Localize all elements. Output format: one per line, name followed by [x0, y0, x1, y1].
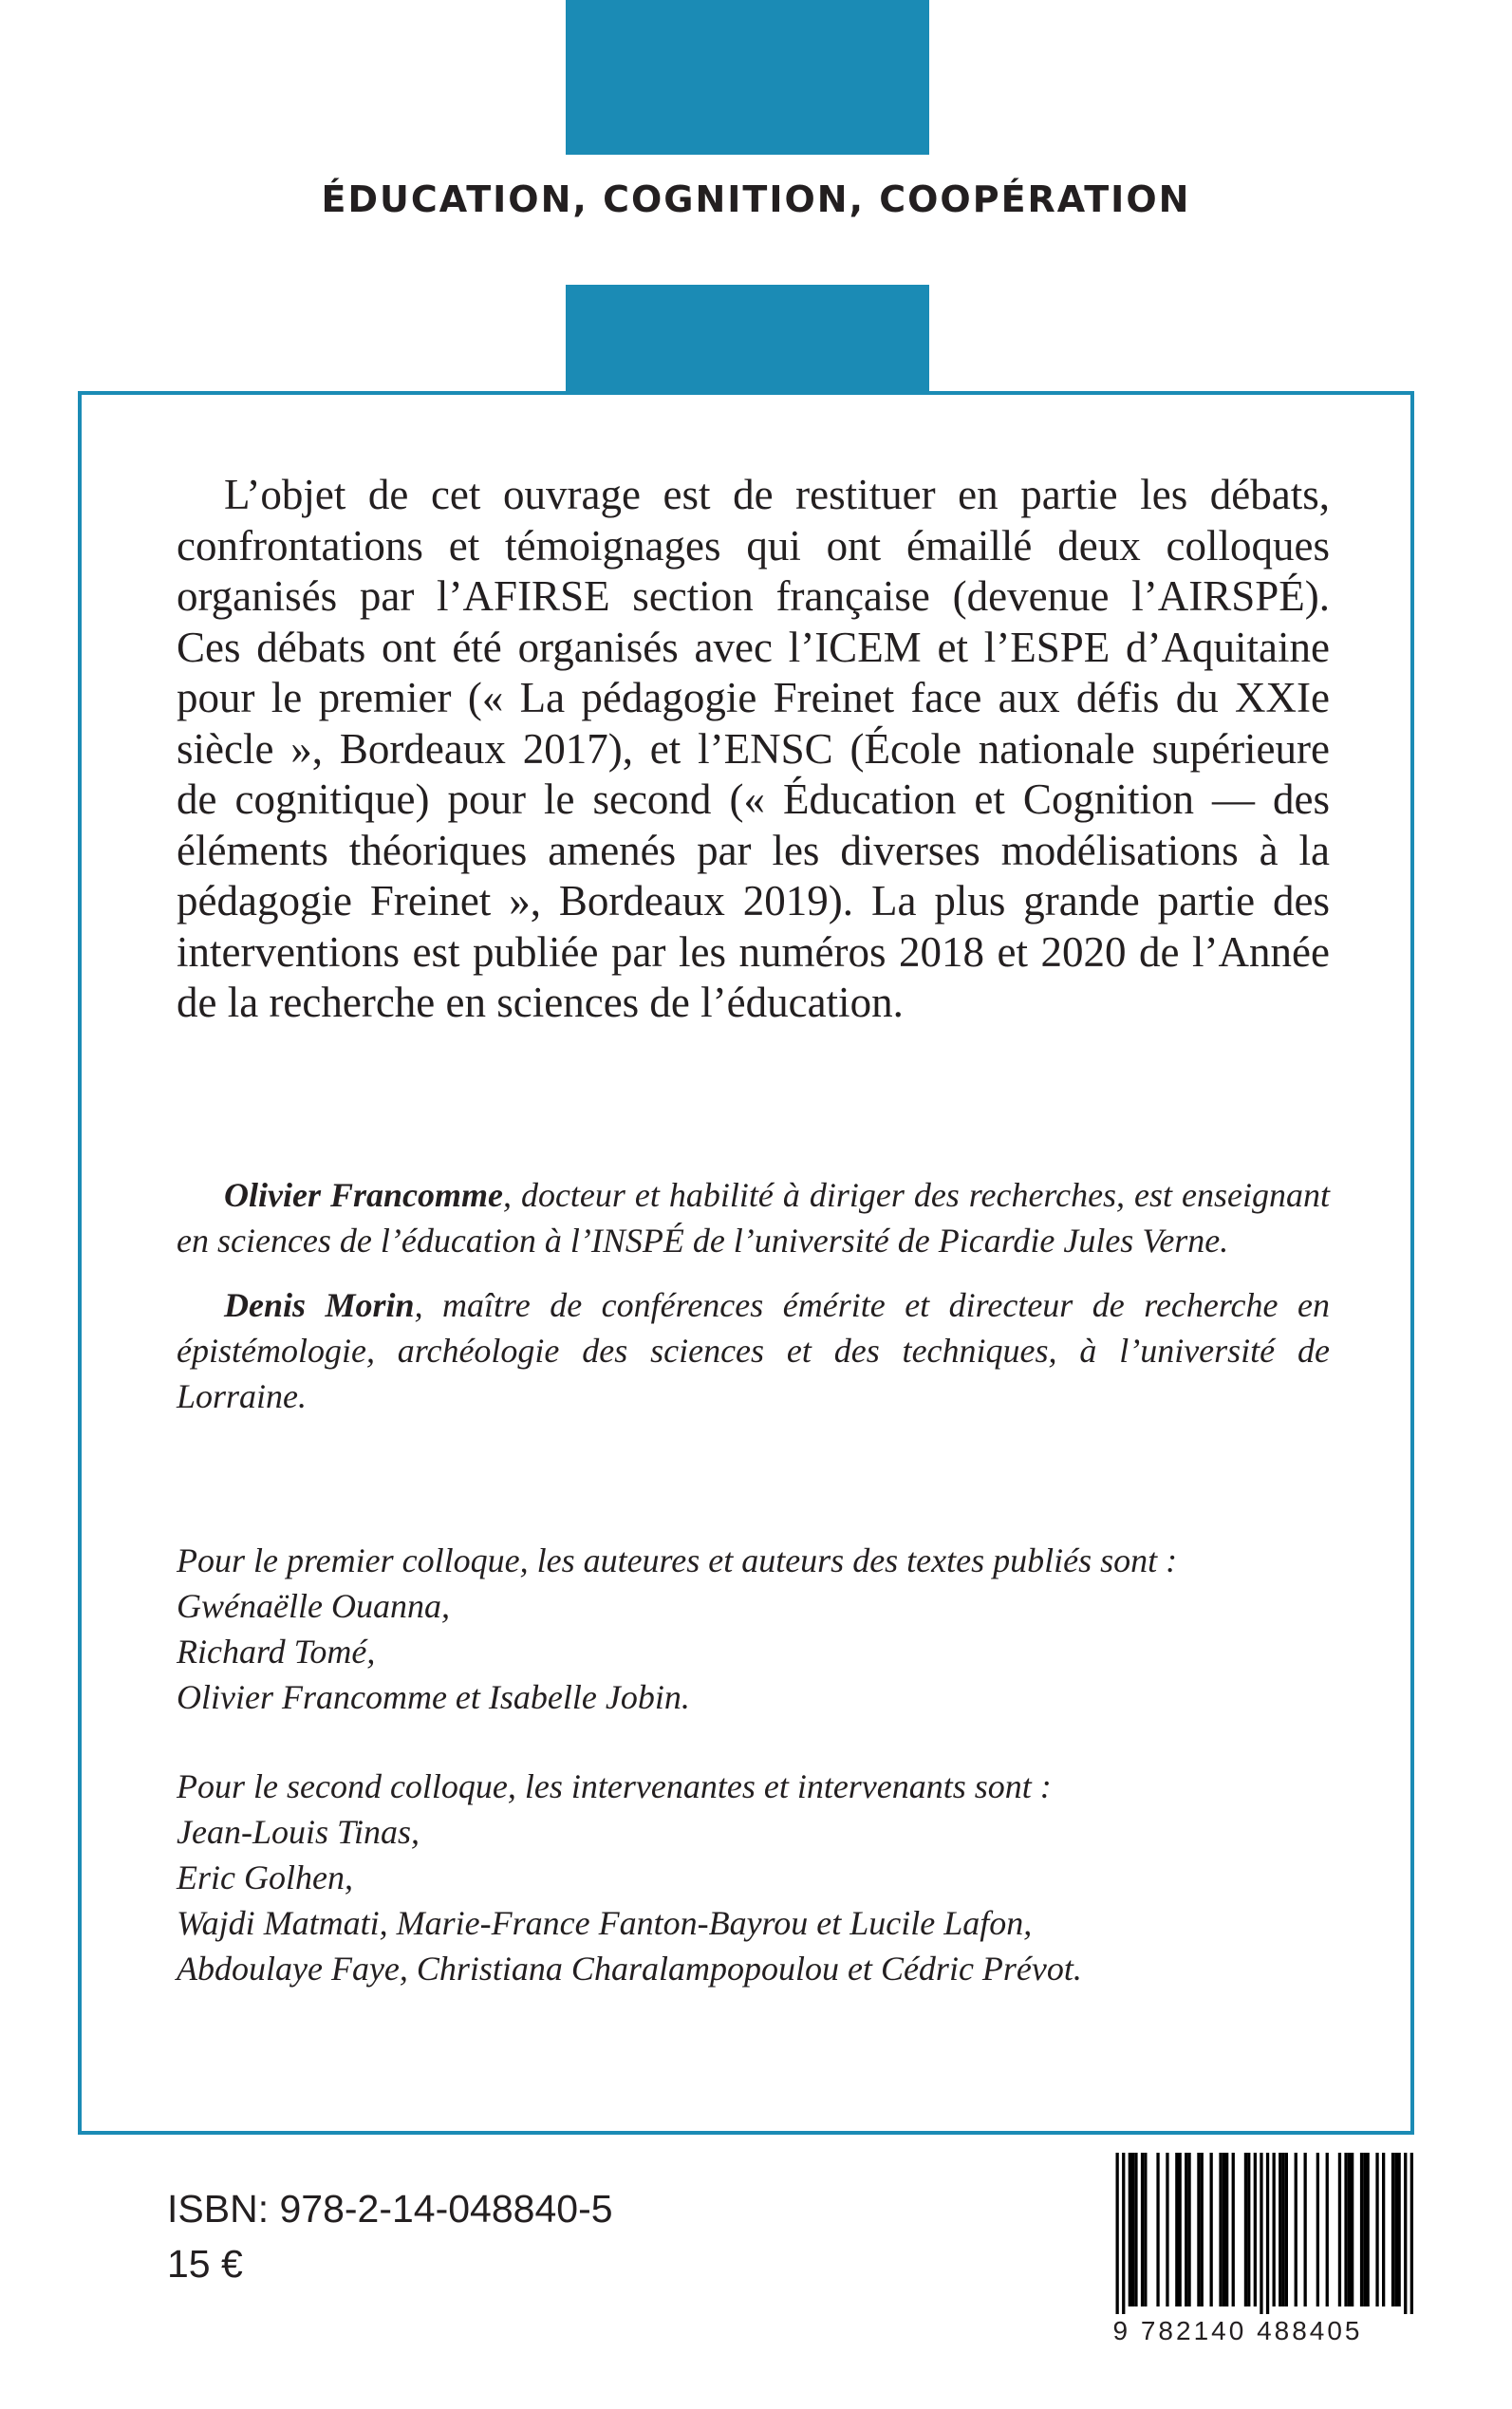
series-title: ÉDUCATION, COGNITION, COOPÉRATION: [321, 178, 1191, 220]
top-color-tab: [566, 0, 929, 155]
barcode-bar: [1131, 2153, 1134, 2306]
colloque1-contributors: [177, 1538, 1330, 1720]
barcode-bar: [1260, 2153, 1262, 2314]
barcode-bar: [1394, 2153, 1397, 2306]
barcode-bar: [1279, 2153, 1281, 2306]
barcode-bar: [1344, 2153, 1347, 2306]
barcode-bar: [1179, 2153, 1182, 2306]
barcode-bar: [1201, 2153, 1204, 2306]
barcode-bar: [1197, 2153, 1200, 2306]
barcode-bar: [1122, 2153, 1125, 2314]
barcode-bar: [1134, 2153, 1137, 2306]
barcode-bar: [1185, 2153, 1187, 2306]
barcode-bar: [1244, 2153, 1247, 2306]
contributor-line: Jean-Louis Tinas,: [177, 1813, 420, 1851]
barcode-bar: [1144, 2153, 1147, 2306]
barcode-bar: [1316, 2153, 1319, 2306]
author-bio-francomme: [177, 1172, 1330, 1263]
author-bio-morin: [177, 1282, 1330, 1419]
author-bio-text: , docteur et habilité à diriger des recherches, est enseignant en sciences de l’éducation à l’INSPÉ de l’université de Picardie Jules Verne.: [177, 1176, 1330, 1260]
barcode-bar: [1219, 2153, 1222, 2306]
contributor-line: Richard Tomé,: [177, 1633, 376, 1671]
barcode-bar: [1175, 2153, 1178, 2306]
author-name: Denis Morin: [224, 1286, 415, 1324]
barcode-bar: [1210, 2153, 1213, 2306]
colloque1-intro: Pour le premier colloque, les auteures et auteurs des textes publiés sont :: [177, 1541, 1178, 1579]
author-bios: [177, 1172, 1330, 1438]
barcode-bar: [1273, 2153, 1276, 2306]
barcode-bar: [1129, 2153, 1131, 2306]
barcode-bar: [1338, 2153, 1341, 2306]
barcode-bar: [1281, 2153, 1284, 2306]
barcode-bar: [1398, 2153, 1401, 2306]
contributor-line: Olivier Francomme et Isabelle Jobin.: [177, 1678, 690, 1716]
barcode-bar: [1410, 2153, 1413, 2314]
contributor-line: Eric Golhen,: [177, 1858, 353, 1896]
barcode-bar: [1351, 2153, 1353, 2306]
barcode-bar: [1367, 2153, 1370, 2306]
mid-color-tab: [566, 285, 929, 392]
barcode-bar: [1166, 2153, 1168, 2306]
author-bio-text: , maître de conférences émérite et directeur de recherche en épistémologie, archéologie des sciences et des techniques, à l’université de Lorraine.: [177, 1286, 1330, 1415]
barcode-bar: [1254, 2153, 1257, 2306]
contributor-line: Gwénaëlle Ouanna,: [177, 1587, 450, 1625]
barcode-bar: [1295, 2153, 1297, 2306]
colloque2-intro: Pour le second colloque, les intervenantes et intervenants sont :: [177, 1767, 1052, 1805]
isbn-text: ISBN: 978-2-14-048840-5: [167, 2187, 613, 2231]
barcode-bar: [1141, 2153, 1144, 2306]
barcode-bar: [1187, 2153, 1190, 2306]
barcode-bar: [1391, 2153, 1394, 2306]
barcode-bar: [1382, 2153, 1385, 2306]
barcode-bar: [1360, 2153, 1363, 2306]
author-name: Olivier Francomme: [224, 1176, 503, 1214]
barcode-bar: [1304, 2153, 1307, 2306]
barcode-digits: 9 782140 488405: [1112, 2316, 1363, 2345]
price-text: 15 €: [167, 2242, 243, 2286]
barcode-bar: [1156, 2153, 1159, 2306]
contributor-line: Wajdi Matmati, Marie-France Fanton-Bayrou et Lucile Lafon,: [177, 1904, 1033, 1942]
contributor-line: Abdoulaye Faye, Christiana Charalampopoulou et Cédric Prévot.: [177, 1950, 1082, 1988]
barcode-bar: [1348, 2153, 1351, 2306]
summary-paragraph: L’objet de cet ouvrage est de restituer en partie les débats, confrontations et témoignages qui ont émaillé deux colloques organisés par l’AFIRSE section française (devenue l’AIRSPÉ). Ces débats ont été organisés avec l’ICEM et l’ESPE d’Aquitaine pour le premier (« La pédagogie Freinet face aux défis du XXIe siècle », Bordeaux 2017), et l’ENSC (École nationale supérieure de cognitique) pour le second (« Éducation et Cognition — des éléments théoriques amenés par les diverses modélisations à la pédagogie Freinet », Bordeaux 2019). La plus grande partie des interventions est publiée par les numéros 2018 et 2020 de l’Année de la recherche en sciences de l’éducation.: [177, 471, 1330, 1026]
barcode-bar: [1375, 2153, 1378, 2306]
barcode-bar: [1285, 2153, 1288, 2306]
barcode-bar: [1404, 2153, 1407, 2314]
barcode-bars: [1058, 2153, 1417, 2314]
colloque2-contributors: [177, 1764, 1330, 1991]
barcode-bar: [1363, 2153, 1366, 2306]
barcode-bar: [1247, 2153, 1250, 2306]
barcode-bar: [1232, 2153, 1235, 2306]
barcode-bar: [1266, 2153, 1269, 2314]
barcode-bar: [1326, 2153, 1329, 2306]
barcode-bar: [1225, 2153, 1228, 2306]
barcode-bar: [1116, 2153, 1119, 2314]
barcode-bar: [1223, 2153, 1225, 2306]
